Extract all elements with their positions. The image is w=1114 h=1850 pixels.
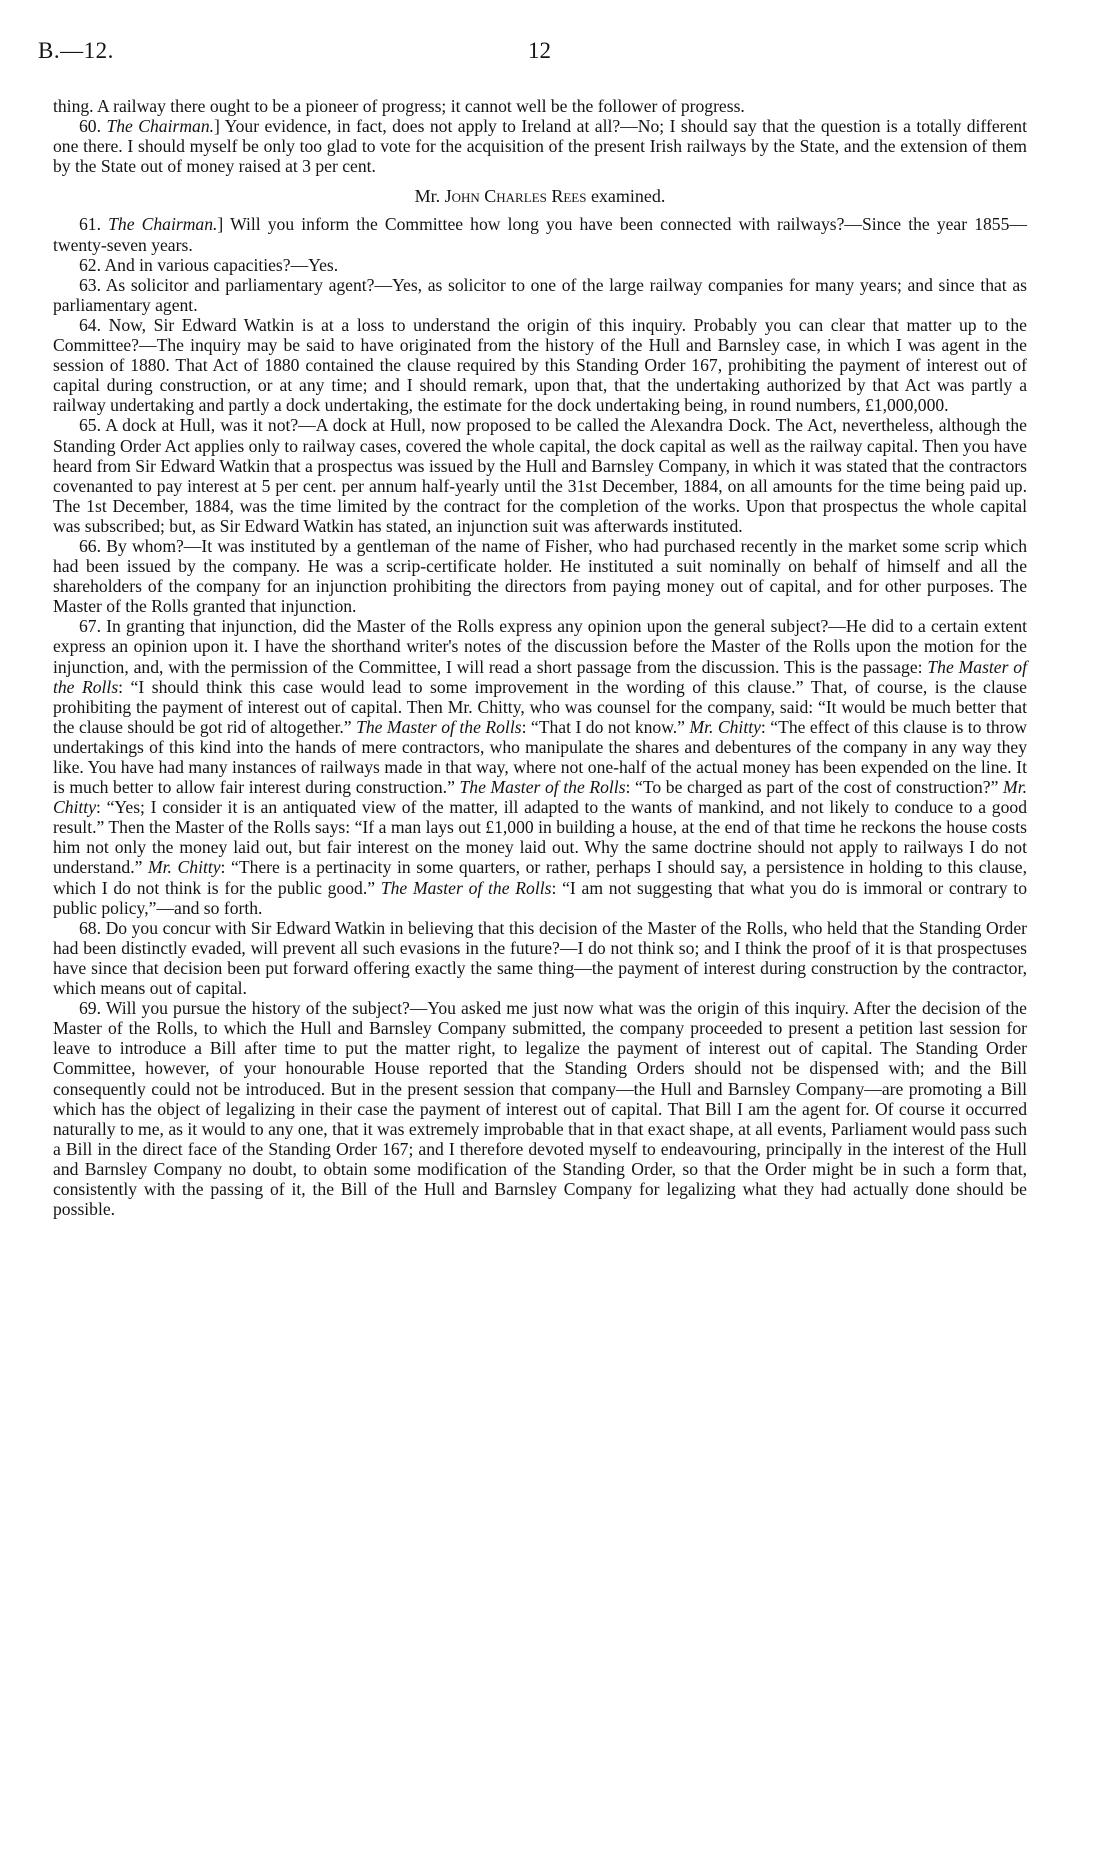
page-number: 12 <box>528 38 551 63</box>
paragraph-65: 65. A dock at Hull, was it not?—A dock at Hull, now proposed to be called the Alexandra Dock. The Act, nevertheless, although the Standing Order Act applies only to railway cases, covered the whole capital, the dock capital as well as the railway capital. Then you have heard from Sir Edward Watkin that a prospectus was issued by the Hull and Barnsley Company, in which it was stated that the contractors covenanted to pay interest at 5 per cent. per annum half-yearly until the 31st December, 1884, on all amounts for the time being paid up. The 1st December, 1884, was the time limited by the contract for the completion of the works. Upon that prospectus the whole capital was subscribed; but, as Sir Edward Watkin has stated, an injunction suit was afterwards instituted. <box>53 415 1027 536</box>
paragraph-67: 67. In granting that injunction, did the Master of the Rolls express any opinion upon the general subject?—He did to a certain extent express an opinion upon it. I have the shorthand writer's notes of the discussion before the Master of the Rolls upon the motion for the injunction, and, with the permission of the Committee, I will read a short passage from the discussion. This is the passage: The Master of the Rolls: “I should think this case would lead to some improvement in the wording of this clause.” That, of course, is the clause prohibiting the payment of interest out of capital. Then Mr. Chitty, who was counsel for the company, said: “It would be much better that the clause should be got rid of altogether.” The Master of the Rolls: “That I do not know.” Mr. Chitty: “The effect of this clause is to throw undertakings of this kind into the hands of mere contractors, who manipulate the shares and debentures of the company in any way they like. You have had many instances of railways made in that way, where not one-half of the actual money has been expended on the line. It is much better to allow fair interest during construction.” The Master of the Rolls: “To be charged as part of the cost of construction?” Mr. Chitty: “Yes; I consider it is an antiquated view of the matter, ill adapted to the wants of mankind, and not likely to conduce to a good result.” Then the Master of the Rolls says: “If a man lays out £1,000 in building a house, at the end of that time he reckons the house costs him not only the money laid out, but fair interest on the money laid out. Why the same doctrine should not apply to railways I do not understand.” Mr. Chitty: “There is a pertinacity in some quarters, or rather, perhaps I should say, a persistence in holding to this clause, which I do not think is for the public good.” The Master of the Rolls: “I am not suggesting that what you do is immoral or contrary to public policy,”—and so forth. <box>53 616 1028 918</box>
speaker: Mr. Chitty <box>689 716 761 737</box>
speaker: The Chairman. <box>106 116 215 137</box>
speaker: Mr. Chitty <box>148 857 221 878</box>
paragraph-62: 62. And in various capacities?—Yes. <box>79 254 339 275</box>
paragraph-continued: thing. A railway there ought to be a pioneer of progress; it cannot well be the follower of progress. <box>53 96 745 116</box>
speaker: Mr. Chitty <box>53 777 1027 818</box>
witness-heading: Mr. John Charles Rees examined. <box>414 186 666 207</box>
paragraph-60: 60. The Chairman.] Your evidence, in fact, does not apply to Ireland at all?—No; I should say that the question is a totally different one there. I should myself be only too glad to vote for the acquisition of the present Irish railways by the State, and the extension of them by the State out of money raised at 3 per cent. <box>53 116 1027 177</box>
document-body <box>53 96 1027 1219</box>
question-number: 67. <box>79 616 101 637</box>
question-number: 60. <box>79 116 101 137</box>
question-number: 65. <box>79 415 101 436</box>
speaker: The Chairman. <box>108 214 218 235</box>
witness-name: John Charles Rees <box>444 186 587 207</box>
document-reference: B.—12. <box>38 38 114 63</box>
paragraph-66: 66. By whom?—It was instituted by a gentleman of the name of Fisher, who had purchased recently in the market some scrip which had been issued by the company. He was a scrip-certificate holder. He instituted a suit nominally on behalf of himself and all the shareholders of the company for an injunction prohibiting the directors from paying money out of capital, and for other purposes. The Master of the Rolls granted that injunction. <box>53 535 1028 617</box>
speaker: The Master of the Rolls <box>356 716 522 737</box>
question-number: 66. <box>79 535 101 556</box>
paragraph-63: 63. As solicitor and parliamentary agent?—Yes, as solicitor to one of the large railway companies for many years; and since that as parliamentary agent. <box>53 274 1027 315</box>
paragraph-69: 69. Will you pursue the history of the subject?—You asked me just now what was the origin of this inquiry. After the decision of the Master of the Rolls, to which the Hull and Barnsley Company submitted, the company proceeded to present a petition last session for leave to introduce a Bill after time to put the matter right, to legalize the payment of interest out of capital. The Standing Order Committee, however, of your honourable House reported that the Standing Orders should not be dispensed with; and the Bill consequently could not be introduced. But in the present session that company—the Hull and Barnsley Company—are promoting a Bill which has the object of legalizing in their case the payment of interest out of capital. That Bill I am the agent for. Of course it occurred naturally to me, as it would to any one, that it was extremely improbable that in that exact shape, at all events, Parliament would pass such a Bill in the direct face of the Standing Order 167; and I therefore devoted myself to endeavouring, principally in the interest of the Hull and Barnsley Company no doubt, to obtain some modification of the Standing Order, so that the Order might be in such a form that, consistently with the passing of it, the Bill of the Hull and Barnsley Company for legalizing what they had actually done should be possible. <box>53 998 1027 1220</box>
question-number: 68. <box>79 917 101 938</box>
paragraph-68: 68. Do you concur with Sir Edward Watkin in believing that this decision of the Master of the Rolls, who held that the Standing Order had been distinctly evaded, will prevent all such evasions in the future?—I do not think so; and I think the proof of it is that prospectuses have since that decision been put forward offering exactly the same thing—the payment of interest during construction by the contractor, which means out of capital. <box>53 917 1027 999</box>
paragraph-61: 61. The Chairman.] Will you inform the Committee how long you have been connected with railways?—Since the year 1855—twenty-seven years. <box>53 214 1027 255</box>
question-number: 62. <box>79 254 101 275</box>
question-number: 61. <box>79 214 101 235</box>
question-number: 64. <box>79 314 101 335</box>
question-number: 63. <box>79 274 101 295</box>
speaker: The Master of the Rolls <box>53 656 1027 697</box>
speaker: The Master of the Rolls <box>380 877 552 898</box>
paragraph-64: 64. Now, Sir Edward Watkin is at a loss to understand the origin of this inquiry. Probably you can clear that matter up to the Committee?—The inquiry may be said to have originated from the history of the Hull and Barnsley case, in which I was agent in the session of 1880. That Act of 1880 contained the clause required by this Standing Order 167, prohibiting the payment of interest out of capital during construction, or at any time; and I should remark, upon that, that the undertaking authorized by that Act was partly a railway undertaking and partly a dock undertaking, the estimate for the dock undertaking being, in round numbers, £1,000,000. <box>53 314 1027 416</box>
question-number: 69. <box>79 998 101 1019</box>
speaker: The Master of the Rolls <box>459 777 626 798</box>
